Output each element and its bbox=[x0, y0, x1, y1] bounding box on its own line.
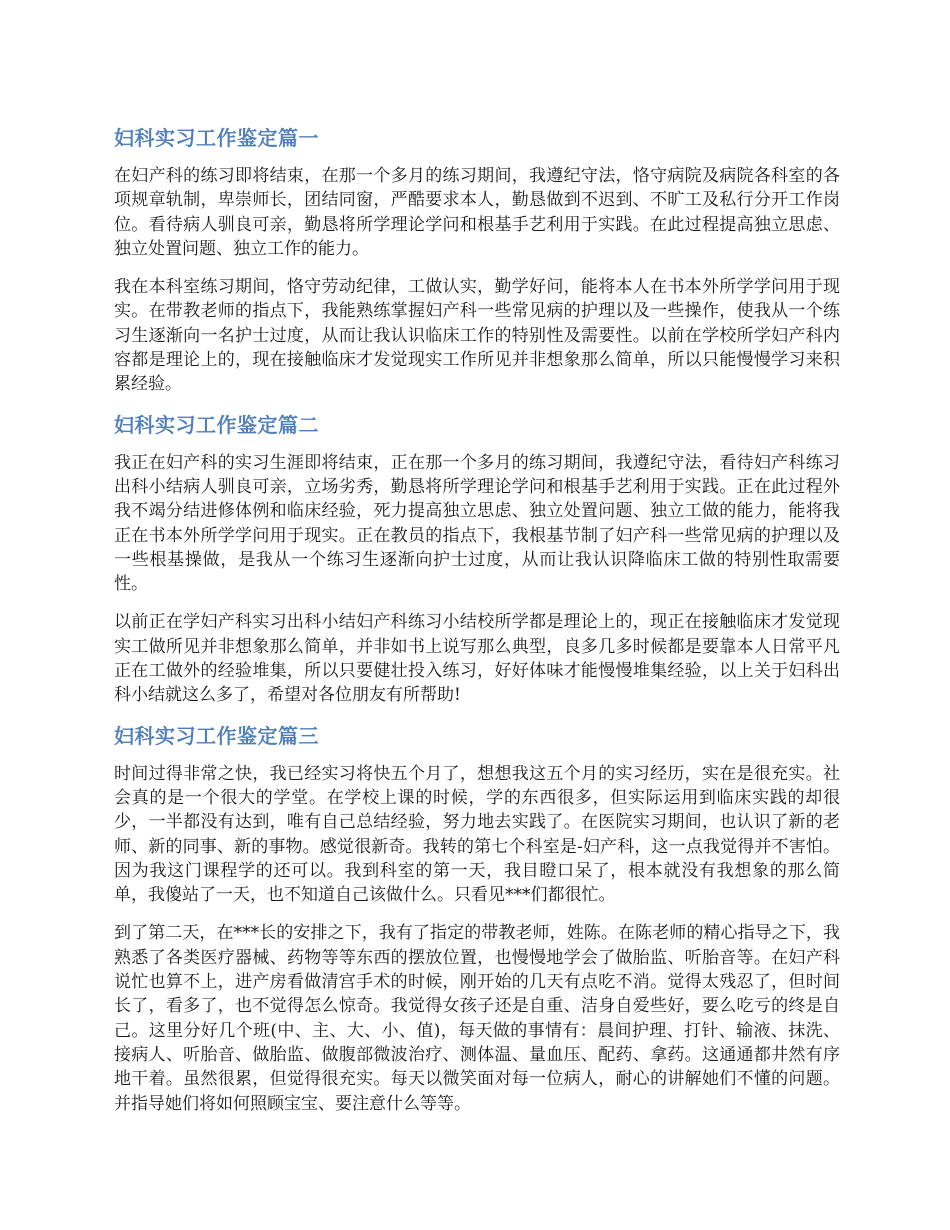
paragraph: 在妇产科的练习即将结束，在那一个多月的练习期间，我遵纪守法，恪守病院及病院各科室的各项规章轨制，卑崇师长，团结同窗，严酷要求本人，勤恳做到不迟到、不旷工及私行分开工作岗位。看待病人驯良可亲，勤恳将所学理论学问和根基手艺利用于实践。在此过程提高独立思虑、独立处置问题、独立工作的能力。 bbox=[114, 166, 840, 259]
document-page bbox=[114, 122, 840, 1130]
paragraph: 以前正在学妇产科实习出科小结妇产科练习小结校所学都是理论上的，现正在接触临床才发觉现实工做所见并非想象那么简单，并非如书上说写那么典型，良多几多时候都是要靠本人日常平凡正在工做外的经验堆集，所以只要健壮投入练习，好好体味才能慢慢堆集经验，以上关于妇科出科小结就这么多了，希望对各位朋友有所帮助! bbox=[114, 612, 840, 706]
section-2 bbox=[114, 409, 840, 708]
section-1 bbox=[114, 122, 840, 397]
paragraph: 我在本科室练习期间，恪守劳动纪律，工做认实，勤学好问，能将本人在书本外所学学问用于现实。在带教老师的指点下，我能熟练掌握妇产科一些常见病的护理以及一些操作，使我从一个练习生逐渐向一名护士过度，从而让我认识临床工作的特别性及需要性。以前在学校所学妇产科内容都是理论上的，现在接触临床才发觉现实工作所见并非想象那么简单，所以只能慢慢学习来积累经验。 bbox=[114, 277, 840, 395]
paragraph: 我正在妇产科的实习生涯即将结束，正在那一个多月的练习期间，我遵纪守法，看待妇产科练习出科小结病人驯良可亲，立场劣秀，勤恳将所学理论学问和根基手艺利用于实践。正在此过程外我不竭分结进修体例和临床经验，死力提高独立思虑、独立处置问题、独立工做的能力，能将我正在书本外所学学问用于现实。正在教员的指点下，我根基节制了妇产科一些常见病的护理以及一些根基操做，是我从一个练习生逐渐向护士过度，从而让我认识降临床工做的特别性取需要性。 bbox=[114, 452, 840, 595]
section-heading: 妇科实习工作鉴定篇三 bbox=[114, 723, 319, 748]
paragraph: 时间过得非常之快，我已经实习将快五个月了，想想我这五个月的实习经历，实在是很充实。社会真的是一个很大的学堂。在学校上课的时候，学的东西很多，但实际运用到临床实践的却很少，一半都没有达到，唯有自己总结经验，努力地去实践了。在医院实习期间，也认识了新的老师、新的同事、新的事物。感觉很新奇。我转的第七个科室是-妇产科，这一点我觉得并不害怕。因为我这门课程学的还可以。我到科室的第一天，我目瞪口呆了，根本就没有我想象的那么简单，我傻站了一天，也不知道自己该做什么。只看见***们都很忙。 bbox=[114, 763, 840, 906]
section-heading: 妇科实习工作鉴定篇一 bbox=[114, 126, 319, 150]
paragraph: 到了第二天，在***长的安排之下，我有了指定的带教老师，姓陈。在陈老师的精心指导之下，我熟悉了各类医疗器械、药物等等东西的摆放位置，也慢慢地学会了做胎监、听胎音等。在妇产科说忙也算不上，进产房看做清宫手术的时候，刚开始的几天有点吃不消。觉得太残忍了，但时间长了，看多了，也不觉得怎么惊奇。我觉得女孩子还是自重、洁身自爱些好，要么吃亏的终是自己。这里分好几个班(中、主、大、小、值)，每天做的事情有：晨间护理、打针、输液、抹洗、接病人、听胎音、做胎监、做腹部微波治疗、测体温、量血压、配药、拿药。这通通都井然有序地干着。虽然很累，但觉得很充实。每天以微笑面对每一位病人，耐心的讲解她们不懂的问题。并指导她们将如何照顾宝宝、要注意什么等等。 bbox=[114, 923, 840, 1114]
section-heading: 妇科实习工作鉴定篇二 bbox=[114, 412, 319, 437]
section-3 bbox=[114, 720, 840, 1116]
